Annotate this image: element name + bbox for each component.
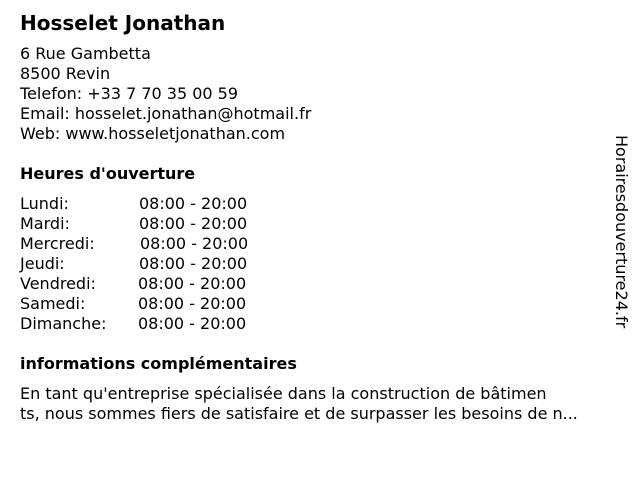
- day-label: Samedi:: [20, 294, 86, 313]
- contact-block: [20, 44, 311, 144]
- day-label: Lundi:: [20, 194, 69, 213]
- email-line: Email: hosselet.jonathan@hotmail.fr: [20, 104, 312, 123]
- hours-value: 08:00 - 20:00: [139, 214, 248, 233]
- day-label: Dimanche:: [20, 314, 107, 333]
- day-label: Mardi:: [20, 214, 70, 233]
- address-city: 8500 Revin: [20, 64, 111, 83]
- hours-value: 08:00 - 20:00: [138, 314, 247, 333]
- hours-value: 08:00 - 20:00: [140, 234, 249, 253]
- hours-value: 08:00 - 20:00: [139, 254, 248, 273]
- day-label: Mercredi:: [20, 234, 95, 253]
- website-line: Web: www.hosseletjonathan.com: [20, 124, 286, 143]
- hours-row-wednesday: [20, 234, 280, 254]
- watermark-text: Horairesdouverture24.fr: [612, 135, 631, 329]
- hours-value: 08:00 - 20:00: [138, 274, 247, 293]
- hours-row-friday: [20, 274, 280, 294]
- hours-row-thursday: [20, 254, 280, 274]
- info-line-1: En tant qu'entreprise spécialisée dans la construction de bâtimen: [20, 384, 547, 403]
- info-line-2: ts, nous sommes fiers de satisfaire et de surpasser les besoins de n...: [20, 404, 578, 423]
- hours-row-monday: [20, 194, 280, 214]
- opening-hours-list: [20, 194, 280, 334]
- site-watermark: [612, 135, 632, 375]
- address-street: 6 Rue Gambetta: [20, 44, 151, 63]
- day-label: Jeudi:: [20, 254, 65, 273]
- hours-row-saturday: [20, 294, 280, 314]
- phone-line: Telefon: +33 7 70 35 00 59: [20, 84, 239, 103]
- day-label: Vendredi:: [20, 274, 96, 293]
- additional-info-text: [20, 384, 626, 424]
- hours-value: 08:00 - 20:00: [139, 194, 248, 213]
- opening-hours-heading: Heures d'ouverture: [20, 164, 196, 183]
- hours-value: 08:00 - 20:00: [138, 294, 247, 313]
- additional-info-heading: informations complémentaires: [20, 354, 297, 373]
- hours-row-sunday: [20, 314, 280, 334]
- hours-row-tuesday: [20, 214, 280, 234]
- business-name: Hosselet Jonathan: [20, 11, 226, 35]
